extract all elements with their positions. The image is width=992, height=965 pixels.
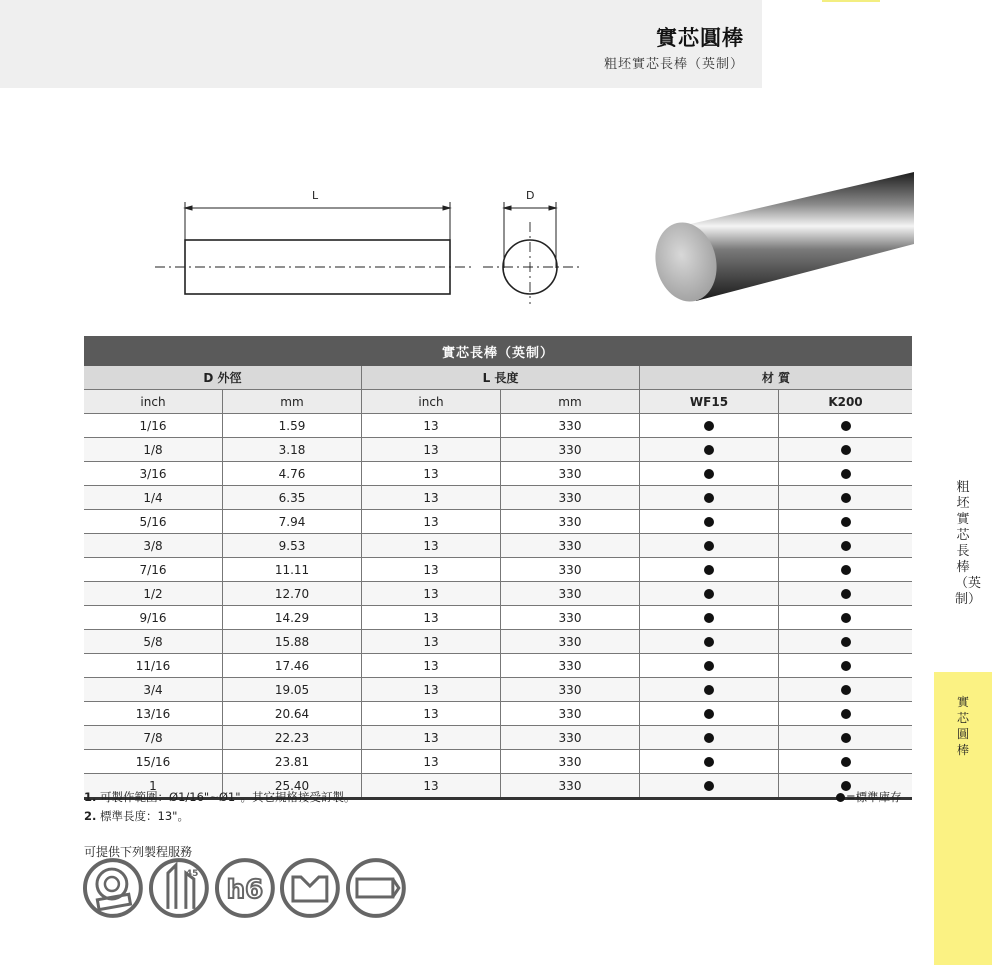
length-mm-cell: 330: [501, 582, 640, 606]
length-inch-cell: 13: [362, 414, 501, 438]
wf15-stock-cell: [640, 414, 779, 438]
stock-dot-icon: [841, 685, 851, 695]
diameter-inch-cell: 1/8: [84, 438, 223, 462]
diameter-inch-cell: 1/2: [84, 582, 223, 606]
stock-dot-icon: [704, 589, 714, 599]
diameter-mm-cell: 11.11: [223, 558, 362, 582]
tolerance-service-icon: [214, 857, 276, 919]
table-row: [84, 678, 912, 702]
length-inch-cell: 13: [362, 462, 501, 486]
length-inch-cell: 13: [362, 558, 501, 582]
table-row: [84, 606, 912, 630]
diameter-mm-cell: 17.46: [223, 654, 362, 678]
services-title: 可提供下列製程服務: [84, 845, 193, 859]
stock-dot-icon: [836, 793, 845, 802]
stock-dot-icon: [704, 637, 714, 647]
wf15-stock-cell: [640, 774, 779, 799]
wf15-stock-cell: [640, 582, 779, 606]
diameter-mm-cell: 7.94: [223, 510, 362, 534]
length-label: L: [312, 189, 319, 202]
wf15-stock-cell: [640, 534, 779, 558]
groove-service-icon: [279, 857, 341, 919]
grinding-service-icon: [82, 857, 144, 919]
length-mm-cell: 330: [501, 438, 640, 462]
wf15-stock-cell: [640, 438, 779, 462]
cutting-service-icon: [345, 857, 407, 919]
length-mm-cell: 330: [501, 510, 640, 534]
length-inch-cell: 13: [362, 486, 501, 510]
wf15-stock-cell: [640, 462, 779, 486]
wf15-stock-cell: [640, 678, 779, 702]
length-mm-cell: 330: [501, 630, 640, 654]
table-title: 實芯長棒（英制）: [84, 336, 912, 366]
table-row: [84, 438, 912, 462]
stock-dot-icon: [841, 541, 851, 551]
wf15-stock-cell: [640, 654, 779, 678]
diameter-mm-header: mm: [223, 390, 362, 414]
table-row: [84, 414, 912, 438]
chamfer-service-icon: [148, 857, 210, 919]
table-row: [84, 486, 912, 510]
length-mm-cell: 330: [501, 726, 640, 750]
length-mm-cell: 330: [501, 678, 640, 702]
note-1: [84, 789, 356, 805]
stock-dot-icon: [704, 565, 714, 575]
k200-stock-cell: [779, 630, 913, 654]
wf15-stock-cell: [640, 630, 779, 654]
length-mm-cell: 330: [501, 774, 640, 799]
services-icons: [82, 857, 407, 923]
table-row: [84, 534, 912, 558]
k200-stock-cell: [779, 534, 913, 558]
length-inch-cell: 13: [362, 606, 501, 630]
stock-dot-icon: [704, 685, 714, 695]
stock-dot-icon: [841, 709, 851, 719]
diameter-inch-cell: 3/16: [84, 462, 223, 486]
chamfer-angle-label: 45°: [185, 869, 203, 880]
stock-legend: [836, 789, 902, 805]
table-row: [84, 702, 912, 726]
diameter-mm-cell: 22.23: [223, 726, 362, 750]
length-mm-cell: 330: [501, 462, 640, 486]
diameter-label: D: [526, 189, 535, 202]
k200-stock-cell: [779, 726, 913, 750]
corner-mark: [822, 0, 880, 2]
stock-dot-icon: [841, 445, 851, 455]
stock-dot-icon: [704, 469, 714, 479]
diameter-mm-cell: 23.81: [223, 750, 362, 774]
k200-stock-cell: [779, 606, 913, 630]
page-subtitle: 粗坯實芯長棒（英制）: [603, 57, 744, 72]
stock-dot-icon: [704, 613, 714, 623]
k200-stock-cell: [779, 462, 913, 486]
header-band: [0, 0, 762, 88]
k200-stock-cell: [779, 414, 913, 438]
length-inch-header: inch: [362, 390, 501, 414]
length-mm-cell: 330: [501, 558, 640, 582]
k200-stock-cell: [779, 486, 913, 510]
page-title: 實芯圓棒: [656, 26, 744, 50]
length-inch-cell: 13: [362, 750, 501, 774]
wf15-stock-cell: [640, 558, 779, 582]
length-group-header: L 長度: [362, 366, 640, 390]
stock-dot-icon: [841, 733, 851, 743]
stock-dot-icon: [704, 661, 714, 671]
diameter-inch-cell: 3/4: [84, 678, 223, 702]
table-row: [84, 654, 912, 678]
diameter-inch-cell: 13/16: [84, 702, 223, 726]
stock-dot-icon: [841, 613, 851, 623]
diameter-inch-cell: 5/16: [84, 510, 223, 534]
stock-dot-icon: [841, 757, 851, 767]
length-mm-cell: 330: [501, 750, 640, 774]
length-mm-header: mm: [501, 390, 640, 414]
length-inch-cell: 13: [362, 510, 501, 534]
diameter-mm-cell: 19.05: [223, 678, 362, 702]
stock-dot-icon: [704, 781, 714, 791]
side-tab-label: 實芯圓棒: [956, 695, 969, 757]
stock-dot-icon: [841, 565, 851, 575]
diameter-inch-cell: 7/8: [84, 726, 223, 750]
diameter-mm-cell: 14.29: [223, 606, 362, 630]
diameter-mm-cell: 15.88: [223, 630, 362, 654]
stock-dot-icon: [841, 517, 851, 527]
length-inch-cell: 13: [362, 678, 501, 702]
length-inch-cell: 13: [362, 726, 501, 750]
length-mm-cell: 330: [501, 486, 640, 510]
diameter-inch-cell: 5/8: [84, 630, 223, 654]
wf15-stock-cell: [640, 726, 779, 750]
stock-dot-icon: [704, 517, 714, 527]
k200-stock-cell: [779, 582, 913, 606]
stock-dot-icon: [841, 493, 851, 503]
diameter-mm-cell: 25.40: [223, 774, 362, 799]
tolerance-label: h6: [226, 874, 263, 905]
length-mm-cell: 330: [501, 606, 640, 630]
diameter-mm-cell: 12.70: [223, 582, 362, 606]
wf15-stock-cell: [640, 606, 779, 630]
wf15-stock-cell: [640, 750, 779, 774]
k200-stock-cell: [779, 558, 913, 582]
k200-stock-cell: [779, 678, 913, 702]
wf15-stock-cell: [640, 510, 779, 534]
stock-dot-icon: [704, 493, 714, 503]
diameter-mm-cell: 4.76: [223, 462, 362, 486]
wf15-stock-cell: [640, 486, 779, 510]
diameter-mm-cell: 20.64: [223, 702, 362, 726]
diameter-mm-cell: 1.59: [223, 414, 362, 438]
stock-dot-icon: [704, 709, 714, 719]
note-1-text: 可製作範圍：Ø1/16"~Ø1"。其它規格接受訂製。: [100, 790, 356, 804]
diameter-inch-cell: 1/16: [84, 414, 223, 438]
diameter-inch-cell: 15/16: [84, 750, 223, 774]
table-row: [84, 750, 912, 774]
length-mm-cell: 330: [501, 702, 640, 726]
k200-stock-cell: [779, 702, 913, 726]
table-row: [84, 510, 912, 534]
table-row: [84, 558, 912, 582]
stock-dot-icon: [841, 421, 851, 431]
table-row: [84, 630, 912, 654]
k200-stock-cell: [779, 654, 913, 678]
table-row: [84, 726, 912, 750]
wf15-stock-cell: [640, 702, 779, 726]
length-inch-cell: 13: [362, 582, 501, 606]
diameter-inch-cell: 3/8: [84, 534, 223, 558]
length-mm-cell: 330: [501, 654, 640, 678]
rod-image: [630, 168, 914, 318]
table-row: [84, 462, 912, 486]
legend-text: =標準庫存: [846, 790, 902, 804]
diameter-inch-cell: 11/16: [84, 654, 223, 678]
table-row: [84, 582, 912, 606]
length-inch-cell: 13: [362, 534, 501, 558]
side-tab[interactable]: [934, 672, 992, 965]
stock-dot-icon: [704, 421, 714, 431]
spec-table: [84, 336, 912, 800]
k200-stock-cell: [779, 510, 913, 534]
side-label: 粗坯實芯長棒（英制）: [955, 480, 982, 607]
material-group-header: 材 質: [640, 366, 913, 390]
diameter-inch-cell: 7/16: [84, 558, 223, 582]
stock-dot-icon: [841, 661, 851, 671]
length-mm-cell: 330: [501, 534, 640, 558]
note-2-text: 標準長度：13"。: [100, 809, 189, 823]
diameter-mm-cell: 6.35: [223, 486, 362, 510]
length-inch-cell: 13: [362, 654, 501, 678]
stock-dot-icon: [704, 733, 714, 743]
length-inch-cell: 13: [362, 630, 501, 654]
diameter-group-header: D 外徑: [84, 366, 362, 390]
note-1-number: 1.: [84, 790, 97, 804]
diameter-mm-cell: 9.53: [223, 534, 362, 558]
material-k200-header: K200: [779, 390, 913, 414]
stock-dot-icon: [841, 469, 851, 479]
diameter-inch-cell: 9/16: [84, 606, 223, 630]
stock-dot-icon: [704, 757, 714, 767]
length-inch-cell: 13: [362, 438, 501, 462]
k200-stock-cell: [779, 750, 913, 774]
k200-stock-cell: [779, 438, 913, 462]
diameter-inch-cell: 1/4: [84, 486, 223, 510]
material-wf15-header: WF15: [640, 390, 779, 414]
note-2-number: 2.: [84, 809, 97, 823]
diameter-mm-cell: 3.18: [223, 438, 362, 462]
length-inch-cell: 13: [362, 702, 501, 726]
note-2: [84, 808, 189, 824]
stock-dot-icon: [704, 541, 714, 551]
diameter-inch-header: inch: [84, 390, 223, 414]
stock-dot-icon: [704, 445, 714, 455]
diameter-inch-cell: 1: [84, 774, 223, 799]
length-inch-cell: 13: [362, 774, 501, 799]
length-mm-cell: 330: [501, 414, 640, 438]
stock-dot-icon: [841, 637, 851, 647]
rod-dimension-diagram: [150, 180, 600, 305]
stock-dot-icon: [841, 589, 851, 599]
